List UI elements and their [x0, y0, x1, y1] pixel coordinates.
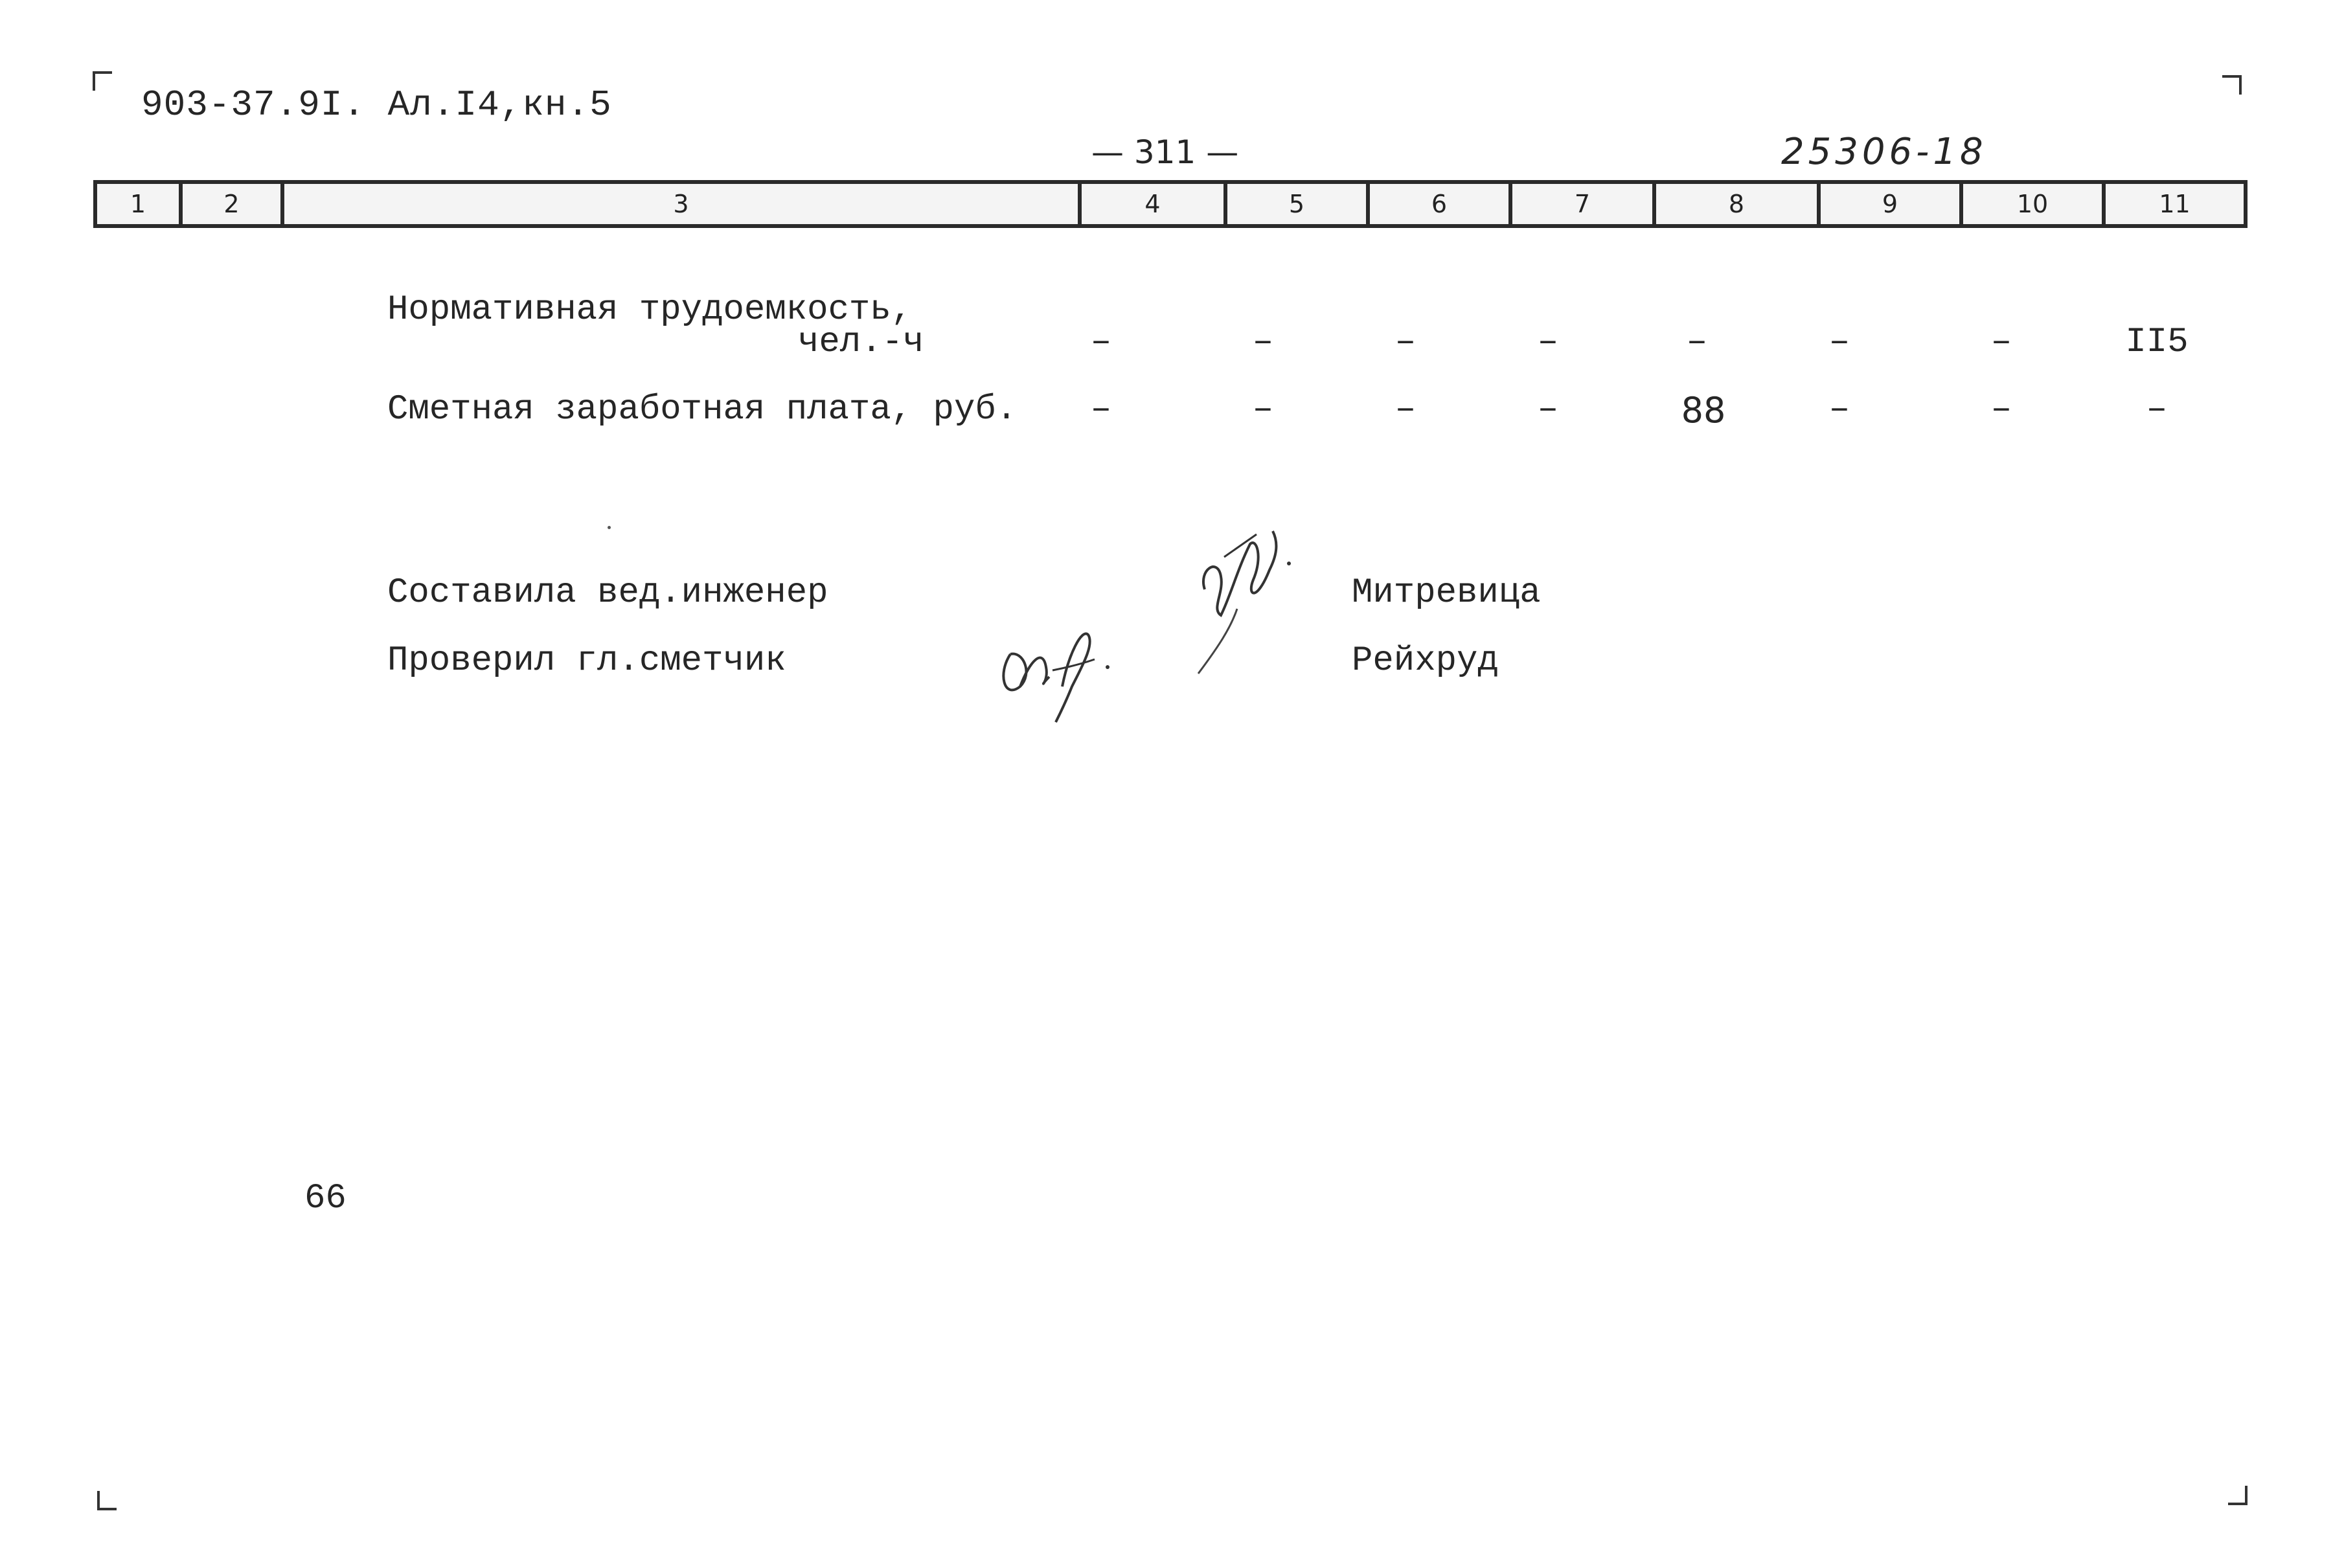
signature-role-compiled-by: Составила вед.инженер	[387, 573, 828, 613]
table-cell: –	[1394, 323, 1417, 362]
table-cell: –	[1252, 390, 1274, 429]
corner-mark-top-right	[2222, 75, 2242, 95]
column-number: 2	[183, 184, 284, 224]
signature-name-checked-by: Рейхруд	[1352, 641, 1499, 681]
table-cell: –	[1394, 390, 1417, 429]
column-number: 10	[1963, 184, 2106, 224]
column-number: 11	[2159, 190, 2191, 218]
sheet-reference: 25306-18	[1781, 131, 1987, 173]
column-number: 4	[1082, 184, 1227, 224]
table-cell: –	[1828, 323, 1850, 362]
page-number: — 311 —	[1091, 133, 1239, 171]
handwritten-signature-checker	[991, 615, 1133, 725]
column-number: 8	[1656, 184, 1821, 224]
corner-mark-bottom-left	[97, 1491, 117, 1510]
row-unit-labor-intensity: чел.-ч	[798, 323, 924, 362]
row-label-labor-intensity: Нормативная трудоемкость,	[387, 290, 913, 330]
column-number: 6	[1370, 184, 1512, 224]
table-cell: 88	[1681, 390, 1726, 431]
signature-role-checked-by: Проверил гл.сметчик	[387, 641, 786, 681]
table-cell: –	[1537, 390, 1559, 429]
signature-name-compiled-by: Митревица	[1352, 573, 1541, 613]
column-number: 1	[97, 184, 183, 224]
scan-speck	[608, 526, 611, 529]
table-cell: –	[1537, 323, 1559, 362]
table-cell: –	[2146, 390, 2168, 429]
table-cell: –	[1828, 390, 1850, 429]
table-cell: –	[1252, 323, 1274, 362]
table-cell: II5	[2125, 323, 2189, 362]
column-number: 3	[284, 184, 1082, 224]
handwritten-signature-compiler	[1159, 518, 1308, 687]
table-cell: –	[1090, 323, 1112, 362]
footer-page-number: 66	[304, 1179, 347, 1218]
corner-mark-bottom-right	[2228, 1486, 2248, 1505]
column-number-header	[93, 180, 2248, 228]
corner-mark-top-left	[93, 71, 112, 91]
table-cell: –	[1990, 323, 2012, 362]
table-cell: –	[1990, 390, 2012, 429]
column-number: 9	[1821, 184, 1963, 224]
column-number: 7	[1512, 184, 1656, 224]
row-label-estimated-wages: Сметная заработная плата, руб.	[387, 390, 1018, 429]
table-cell: –	[1090, 390, 1112, 429]
column-number: 5	[1227, 184, 1370, 224]
document-code: 903-37.9I. Ал.I4,кн.5	[141, 84, 612, 126]
table-cell: –	[1686, 323, 1708, 362]
